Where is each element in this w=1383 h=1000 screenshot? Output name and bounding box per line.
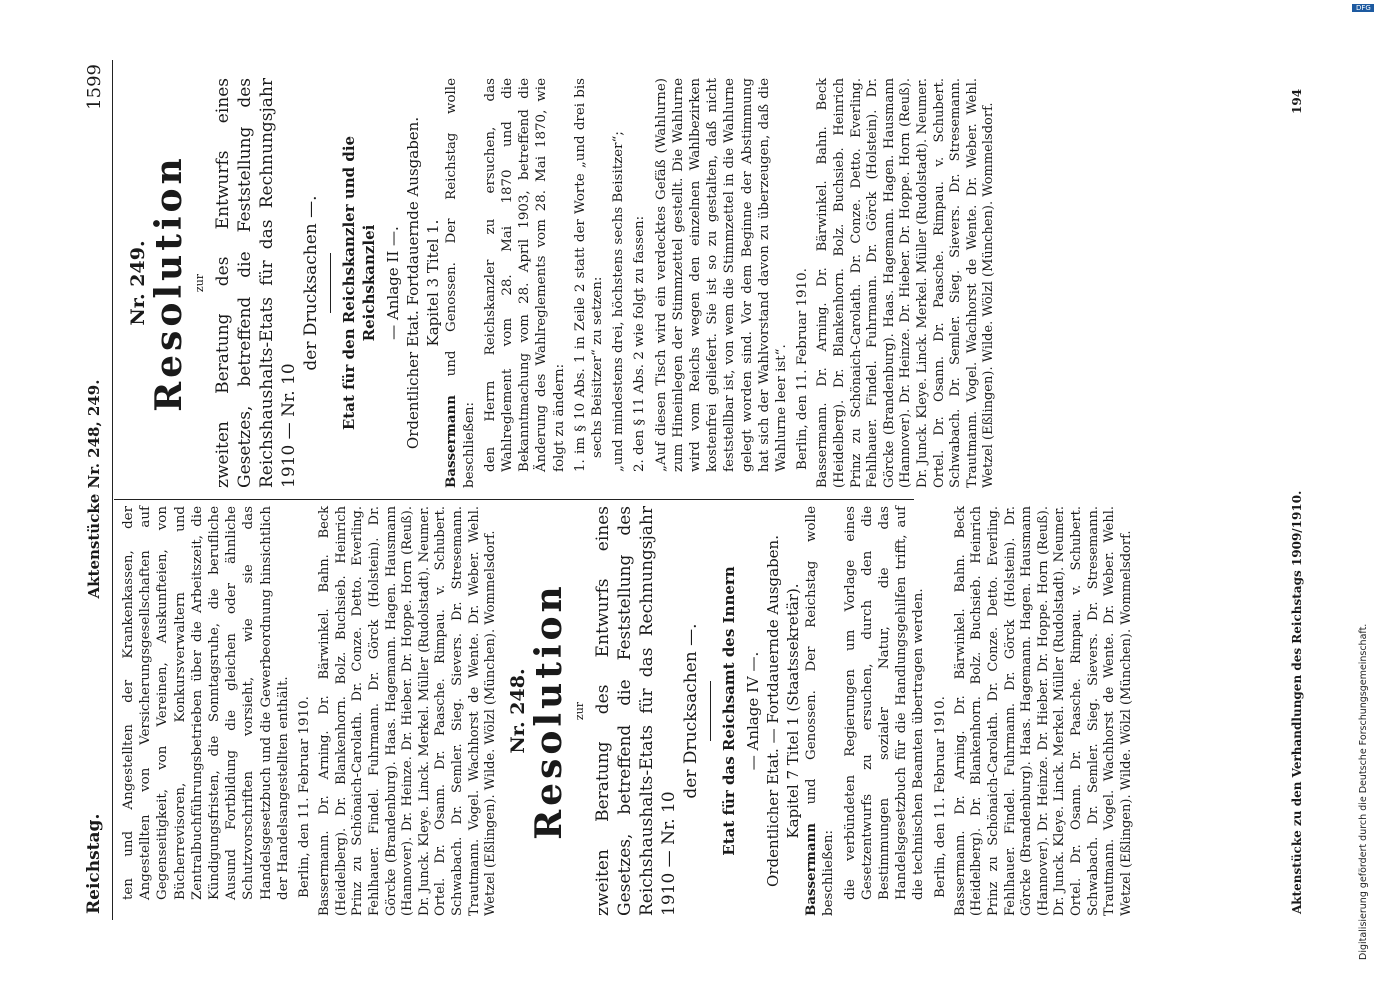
- header-middle: Aktenstücke Nr. 248, 249.: [85, 379, 103, 599]
- resolution-title-249: [212, 78, 322, 488]
- kapitel-line-249: Kapitel 3 Titel 1.: [424, 219, 443, 347]
- signatories-249: Bassermann. Dr. Arning. Dr. Bärwinkel. Bahn. Beck (Heidelberg). Dr. Blankenhorn. Bolz. Buchsieb. Heinrich Prinz zu Schönaich-Carolath. Dr. Conze. Detto. Everling. Fehlhauer. Findel. Fuhrmann. Dr. Görck (Holstein). Dr. Görcke (Brandenburg). Haas. Hagemann. Hagen. Hausmann (Hannover). Dr. Heinze. Dr. Hieber. Dr. Hoppe. Horn (Reuß). Dr. Junck. Kleye. Linck. Merkel. Müller (Rudolstadt). Neumer. Ortel. Dr. Osann. Dr. Paasche. Rimpau. v. Schubert. Schwabach. Dr. Semler. Sieg. Sievers. Dr. Stresemann. Trautmann. Vogel. Wachhorst de Wente. Dr. Weber. Wehl. Wetzel (Eßlingen). Wilde. Wölzl (München). Wommelsdorf.: [815, 78, 997, 488]
- page-header: [84, 64, 110, 914]
- etat-heading-249: Etat für den Reichskanzler und die Reichskanzlei: [340, 135, 379, 431]
- zur-label: zur: [572, 701, 586, 721]
- dfg-credit: Digitalisierung gefördert durch die Deutsche Forschungsgemeinschaft.: [1358, 623, 1369, 960]
- page-number: 1599: [84, 64, 105, 110]
- motion-text-249: und Genossen. Der Reichstag wolle beschließen:: [444, 77, 477, 488]
- right-column: [120, 78, 1002, 488]
- left-column: [120, 506, 1139, 916]
- title-last-line: der Drucksachen —.: [681, 623, 702, 799]
- date-line: Berlin, den 11. Februar 1910.: [297, 696, 313, 898]
- dfg-logo: DFG: [1352, 4, 1374, 12]
- date-line-2: Berlin, den 11. Februar 1910.: [932, 696, 948, 898]
- kapitel-line: Kapitel 7 Titel 1 (Staatssekretär).: [784, 583, 803, 839]
- motion-intro: [803, 506, 837, 916]
- short-rule-249: [330, 253, 331, 313]
- title-text: zweiten Beratung des Entwurfs eines Gesetzes, betreffend die Feststellung des Reichshaushalts-Etats für das Rechnungsjahr 1910 — Nr. 10: [593, 506, 680, 916]
- title-last-line-249: der Drucksachen —.: [301, 195, 322, 371]
- header-rule: [112, 60, 113, 920]
- motion-intro-249: [443, 78, 477, 488]
- document-number: Nr. 248.: [506, 668, 529, 754]
- ausgaben-line-249: Ordentlicher Etat. Fortdauernde Ausgaben.: [404, 116, 423, 450]
- sheet-signature: 194: [1290, 88, 1304, 114]
- date-line-249: Berlin, den 11. Februar 1910.: [795, 268, 811, 470]
- amendment-item-1-quote: „und mindestens drei, höchstens sechs Beisitzer“;: [611, 131, 627, 472]
- amendment-item-1: 1. im § 10 Abs. 1 in Zeile 2 statt der Worte „und drei bis sechs Beisitzer“ zu setzen:: [572, 78, 606, 472]
- resolution-heading-249: Resolution: [148, 154, 191, 412]
- amendment-item-2: 2. den § 11 Abs. 2 wie folgt zu fassen:: [632, 215, 648, 472]
- resolution-title: [592, 506, 702, 916]
- ausgaben-line: Ordentlicher Etat. — Fortdauernde Ausgaben.: [764, 535, 783, 887]
- etat-heading: Etat für das Reichsamt des Innern: [720, 566, 739, 856]
- motion-name-249: Bassermann: [443, 395, 460, 488]
- motion-text: und Genossen. Der Reichstag wolle beschließen:: [804, 505, 837, 916]
- title-text-249: zweiten Beratung des Entwurfs eines Gesetzes, betreffend die Feststellung des Reichshaushalts-Etats für das Rechnungsjahr 1910 — Nr. 10: [213, 78, 300, 488]
- continuation-paragraph: ten und Angestellten der Krankenkassen, der Angestellten von Versicherungsgesellschaften auf Gegenseitigkeit, von Vereinen, Auskunfteien, von Bücherrevisoren, Konkursverwaltern und Zentralbuchführungsbetrieben über die Arbeitszeit, die Kündigungsfristen, die Sonntagsruhe, die berufliche Ausund Fortbildung die gleichen oder ähnliche Schutzvorschriften vorsieht, wie sie das Handelsgesetzbuch und die Gewerbeordnung hinsichtlich der Handelsangestellten enthält.: [121, 506, 291, 900]
- motion-body-249: den Herrn Reichskanzler zu ersuchen, das Wahlreglement vom 28. Mai 1870 und die Bekanntmachung vom 28. April 1903, betreffend die Änderung des Wahlreglements vom 28. Mai 1870, wie folgt zu ändern:: [482, 78, 567, 472]
- motion-body: die verbündeten Regierungen um Vorlage eines Gesetzentwurfs zu ersuchen, durch den die Bestimmungen sozialer Natur, die das Handelsgesetzbuch für die Handlungsgehilfen trifft, auf die technischen Beamten übertragen werden.: [842, 506, 927, 900]
- footer-title: Aktenstücke zu den Verhandlungen des Reichstags 1909/1910.: [1290, 490, 1304, 914]
- signatories: Bassermann. Dr. Arning. Dr. Bärwinkel. Bahn. Beck (Heidelberg). Dr. Blankenhorn. Bolz. Buchsieb. Heinrich Prinz zu Schönaich-Carolath. Dr. Conze. Detto. Everling. Fehlhauer. Findel. Fuhrmann. Dr. Görck (Holstein). Dr. Görcke (Brandenburg). Haas. Hagemann. Hagen. Hausmann (Hannover). Dr. Heinze. Dr. Hieber. Dr. Hoppe. Horn (Reuß). Dr. Junck. Kleye. Linck. Merkel. Müller (Rudolstadt). Neumer. Ortel. Dr. Osann. Dr. Paasche. Rimpau. v. Schubert. Schwabach. Dr. Semler. Sieg. Sievers. Dr. Stresemann. Trautmann. Vogel. Wachhorst de Wente. Dr. Weber. Wehl. Wetzel (Eßlingen). Wilde. Wölzl (München). Wommelsdorf.: [317, 506, 499, 916]
- header-left: Reichstag.: [84, 813, 104, 914]
- motion-name: Bassermann: [803, 823, 820, 916]
- resolution-heading: Resolution: [527, 582, 570, 840]
- column-divider: [114, 499, 914, 500]
- anlage-line: — Anlage IV —.: [744, 651, 763, 771]
- document-number-249: Nr. 249.: [127, 240, 149, 326]
- amendment-item-2-quote: „Auf diesen Tisch wird ein verdecktes Gefäß (Wahlurne) zum Hineinlegen der Stimmzettel gestellt. Die Wahlurne wird vom Reichs wegen den einzelnen Wahlbezirken kostenfrei geliefert. Sie ist so zu gestalten, daß nicht feststellbar ist, von wem die Stimmzettel in die Wahlurne gelegt worden sind. Vor dem Beginne der Abstimmung hat sich der Wahlvorstand davon zu überzeugen, daß die Wahlurne leer ist“.: [653, 78, 790, 472]
- short-rule: [710, 681, 711, 741]
- zur-label-249: zur: [193, 273, 207, 293]
- anlage-line-249: — Anlage II —.: [384, 226, 403, 340]
- signatories-2: Bassermann. Dr. Arning. Dr. Bärwinkel. Bahn. Beck (Heidelberg). Dr. Blankenhorn. Bolz. Buchsieb. Heinrich Prinz zu Schönaich-Carolath. Dr. Conze. Detto. Everling. Fehlhauer. Findel. Fuhrmann. Dr. Görck (Holstein). Dr. Görcke (Brandenburg). Haas. Hagemann. Hagen. Hausmann (Hannover). Dr. Heinze. Dr. Hieber. Dr. Hoppe. Horn (Reuß). Dr. Junck. Kleye. Linck. Merkel. Müller (Rudolstadt). Neumer. Ortel. Dr. Osann. Dr. Paasche. Rimpau. v. Schubert. Schwabach. Dr. Semler. Sieg. Sievers. Dr. Stresemann. Trautmann. Vogel. Wachhorst de Wente. Dr. Weber. Wehl. Wetzel (Eßlingen). Wilde. Wölzl (München). Wommelsdorf.: [952, 506, 1134, 916]
